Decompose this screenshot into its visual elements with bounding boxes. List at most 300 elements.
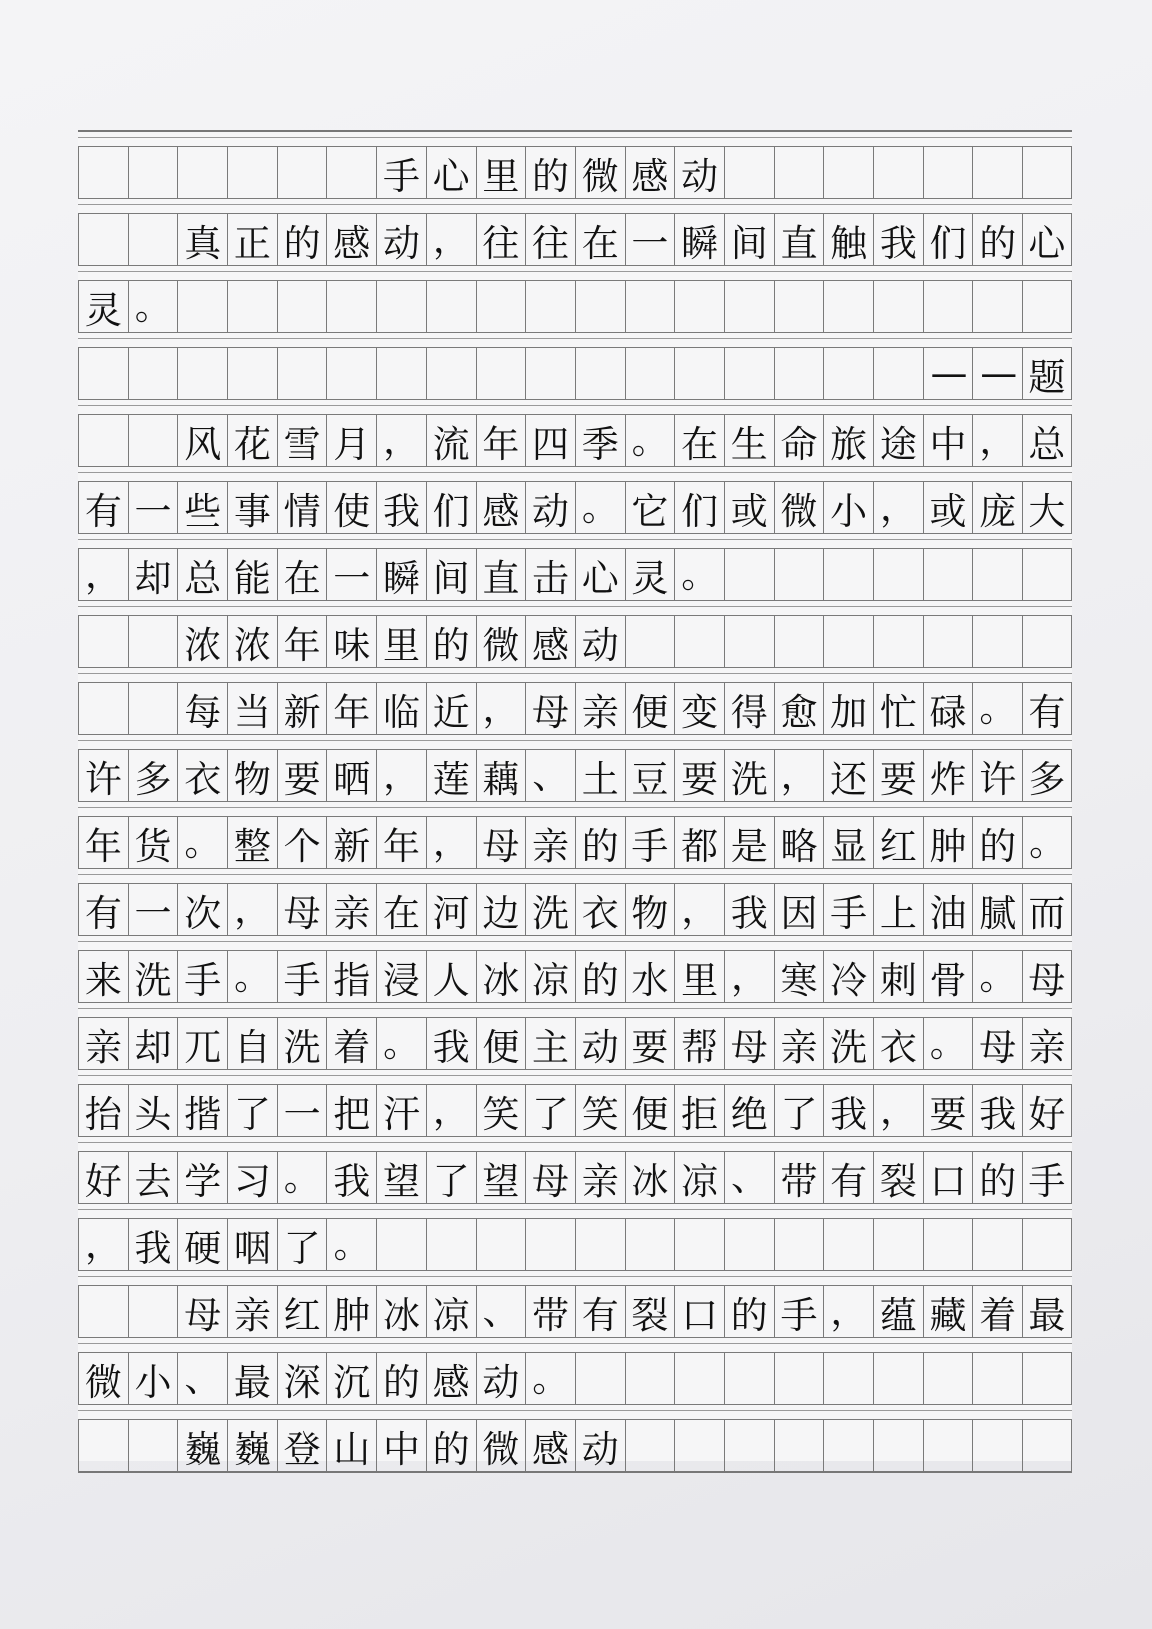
- grid-char: 浓: [177, 616, 227, 667]
- grid-char: 庞: [972, 482, 1022, 533]
- text-row: [78, 281, 1072, 333]
- grid-char: 红: [277, 1286, 327, 1337]
- row-separator: [78, 132, 1072, 147]
- grid-cell-empty: [376, 348, 426, 399]
- grid-char: 洗: [277, 1018, 327, 1069]
- grid-char: 亲: [78, 1018, 128, 1069]
- grid-char: 了: [525, 1085, 575, 1136]
- grid-cell-empty: [1022, 549, 1072, 600]
- grid-cell-empty: [625, 1353, 675, 1404]
- grid-char: 巍: [227, 1420, 277, 1471]
- grid-char: 总: [177, 549, 227, 600]
- grid-char: 忙: [873, 683, 923, 734]
- grid-cell-empty: [724, 1219, 774, 1270]
- grid-cell-empty: [277, 147, 327, 198]
- grid-char: 感: [625, 147, 675, 198]
- grid-cell-empty: [426, 348, 476, 399]
- grid-cell-empty: [674, 616, 724, 667]
- grid-cell-empty: [227, 281, 277, 332]
- grid-char: 要: [625, 1018, 675, 1069]
- grid-cell-empty: [78, 147, 128, 198]
- grid-cell-empty: [177, 281, 227, 332]
- grid-char: 去: [128, 1152, 178, 1203]
- grid-char: 兀: [177, 1018, 227, 1069]
- row-separator: [78, 467, 1072, 482]
- grid-cell-empty: [774, 1420, 824, 1471]
- grid-char: 当: [227, 683, 277, 734]
- grid-cell-empty: [128, 415, 178, 466]
- grid-char: 正: [227, 214, 277, 265]
- grid-char: ，: [476, 683, 526, 734]
- grid-cell-empty: [426, 1219, 476, 1270]
- row-separator: [78, 601, 1072, 616]
- text-row: [78, 348, 1072, 400]
- grid-char: 因: [774, 884, 824, 935]
- grid-char: 的: [277, 214, 327, 265]
- grid-char: 年: [277, 616, 327, 667]
- grid-cell-empty: [78, 214, 128, 265]
- grid-char: ，: [376, 415, 426, 466]
- grid-char: 主: [525, 1018, 575, 1069]
- grid-cell-empty: [923, 1219, 973, 1270]
- grid-cell-empty: [625, 1219, 675, 1270]
- grid-char: 我: [823, 1085, 873, 1136]
- grid-char: —: [923, 348, 973, 399]
- row-separator: [78, 333, 1072, 348]
- grid-char: 击: [525, 549, 575, 600]
- grid-cell-empty: [525, 1219, 575, 1270]
- grid-char: ，: [426, 817, 476, 868]
- grid-char: 母: [525, 683, 575, 734]
- grid-char: 莲: [426, 750, 476, 801]
- grid-char: 口: [923, 1152, 973, 1203]
- grid-char: 的: [575, 951, 625, 1002]
- grid-char: 情: [277, 482, 327, 533]
- text-row: [78, 1420, 1072, 1471]
- row-separator: [78, 1137, 1072, 1152]
- grid-char: 望: [376, 1152, 426, 1203]
- grid-char: 在: [575, 214, 625, 265]
- row-separator: [78, 1338, 1072, 1353]
- grid-char: 加: [823, 683, 873, 734]
- grid-char: 它: [625, 482, 675, 533]
- grid-char: 间: [724, 214, 774, 265]
- grid-char: 我: [873, 214, 923, 265]
- grid-char: 凉: [525, 951, 575, 1002]
- grid-cell-empty: [1022, 616, 1072, 667]
- grid-char: 变: [674, 683, 724, 734]
- row-separator: [78, 1003, 1072, 1018]
- grid-char: 便: [625, 1085, 675, 1136]
- grid-char: 在: [674, 415, 724, 466]
- grid-char: 些: [177, 482, 227, 533]
- grid-char: ，: [873, 1085, 923, 1136]
- grid-cell-empty: [78, 348, 128, 399]
- grid-cell-empty: [78, 1286, 128, 1337]
- grid-char: 感: [525, 1420, 575, 1471]
- grid-char: 动: [575, 616, 625, 667]
- grid-char: 雪: [277, 415, 327, 466]
- grid-char: 咽: [227, 1219, 277, 1270]
- grid-cell-empty: [923, 1353, 973, 1404]
- grid-char: 感: [326, 214, 376, 265]
- grid-char: 着: [972, 1286, 1022, 1337]
- grid-cell-empty: [774, 616, 824, 667]
- grid-char: ，: [674, 884, 724, 935]
- grid-char: 要: [277, 750, 327, 801]
- grid-char: ，: [426, 214, 476, 265]
- grid-char: 亲: [575, 1152, 625, 1203]
- grid-cell-empty: [923, 616, 973, 667]
- grid-char: 母: [476, 817, 526, 868]
- grid-char: 、: [177, 1353, 227, 1404]
- grid-cell-empty: [774, 1219, 824, 1270]
- grid-char: 学: [177, 1152, 227, 1203]
- grid-char: 里: [476, 147, 526, 198]
- grid-cell-empty: [873, 348, 923, 399]
- text-row: [78, 817, 1072, 869]
- grid-char: 便: [476, 1018, 526, 1069]
- grid-cell-empty: [873, 1420, 923, 1471]
- grid-cell-empty: [674, 1353, 724, 1404]
- grid-char: 年: [78, 817, 128, 868]
- grid-cell-empty: [277, 281, 327, 332]
- grid-char: 的: [724, 1286, 774, 1337]
- grid-char: 多: [1022, 750, 1072, 801]
- grid-char: 一: [128, 482, 178, 533]
- grid-char: 心: [575, 549, 625, 600]
- grid-cell-empty: [78, 415, 128, 466]
- text-row: [78, 482, 1072, 534]
- row-separator: [78, 266, 1072, 281]
- grid-char: 愈: [774, 683, 824, 734]
- grid-cell-empty: [873, 281, 923, 332]
- grid-char: 藏: [923, 1286, 973, 1337]
- grid-char: 水: [625, 951, 675, 1002]
- text-row: [78, 951, 1072, 1003]
- grid-char: 。: [277, 1152, 327, 1203]
- grid-cell-empty: [774, 348, 824, 399]
- grid-char: 触: [823, 214, 873, 265]
- grid-char: 的: [972, 1152, 1022, 1203]
- grid-char: 或: [923, 482, 973, 533]
- text-row: [78, 549, 1072, 601]
- grid-cell-empty: [724, 1353, 774, 1404]
- grid-char: 冰: [476, 951, 526, 1002]
- grid-char: 四: [525, 415, 575, 466]
- row-separator: [78, 668, 1072, 683]
- grid-char: 灵: [78, 281, 128, 332]
- grid-char: 。: [128, 281, 178, 332]
- grid-char: 肿: [326, 1286, 376, 1337]
- text-row: [78, 884, 1072, 936]
- grid-cell-empty: [972, 147, 1022, 198]
- grid-char: 旅: [823, 415, 873, 466]
- grid-char: 了: [426, 1152, 476, 1203]
- grid-char: 有: [823, 1152, 873, 1203]
- grid-char: 略: [774, 817, 824, 868]
- grid-char: 手: [376, 147, 426, 198]
- grid-char: 自: [227, 1018, 277, 1069]
- grid-char: 硬: [177, 1219, 227, 1270]
- grid-char: 有: [575, 1286, 625, 1337]
- grid-cell-empty: [873, 147, 923, 198]
- grid-cell-empty: [128, 214, 178, 265]
- grid-cell-empty: [823, 281, 873, 332]
- grid-cell-empty: [774, 549, 824, 600]
- grid-char: 季: [575, 415, 625, 466]
- grid-char: 动: [674, 147, 724, 198]
- grid-char: 。: [227, 951, 277, 1002]
- grid-char: 亲: [1022, 1018, 1072, 1069]
- grid-char: 洗: [724, 750, 774, 801]
- grid-cell-empty: [823, 1219, 873, 1270]
- grid-char: 来: [78, 951, 128, 1002]
- grid-char: 豆: [625, 750, 675, 801]
- grid-cell-empty: [575, 281, 625, 332]
- grid-char: 洗: [128, 951, 178, 1002]
- grid-char: 个: [277, 817, 327, 868]
- grid-char: 里: [674, 951, 724, 1002]
- grid-char: 能: [227, 549, 277, 600]
- grid-char: 腻: [972, 884, 1022, 935]
- grid-char: 沉: [326, 1353, 376, 1404]
- grid-cell-empty: [823, 1420, 873, 1471]
- grid-cell-empty: [177, 147, 227, 198]
- grid-char: 亲: [525, 817, 575, 868]
- grid-char: ，: [78, 1219, 128, 1270]
- grid-char: 登: [277, 1420, 327, 1471]
- grid-char: 一: [128, 884, 178, 935]
- grid-char: ，: [774, 750, 824, 801]
- grid-cell-empty: [1022, 147, 1072, 198]
- grid-cell-empty: [625, 1420, 675, 1471]
- grid-char: 小: [128, 1353, 178, 1404]
- grid-char: 着: [326, 1018, 376, 1069]
- text-row: [78, 1018, 1072, 1070]
- row-separator: [78, 869, 1072, 884]
- grid-char: 显: [823, 817, 873, 868]
- grid-char: 中: [923, 415, 973, 466]
- grid-cell-empty: [972, 1219, 1022, 1270]
- grid-char: 亲: [575, 683, 625, 734]
- text-row: [78, 683, 1072, 735]
- grid-char: 的: [376, 1353, 426, 1404]
- grid-char: 微: [476, 1420, 526, 1471]
- row-separator: [78, 1405, 1072, 1420]
- grid-char: 们: [923, 214, 973, 265]
- grid-char: 亲: [326, 884, 376, 935]
- grid-char: 灵: [625, 549, 675, 600]
- grid-char: 衣: [177, 750, 227, 801]
- grid-char: 微: [476, 616, 526, 667]
- grid-char: 真: [177, 214, 227, 265]
- row-separator: [78, 735, 1072, 750]
- grid-char: 新: [277, 683, 327, 734]
- text-row: [78, 1085, 1072, 1137]
- row-separator: [78, 1204, 1072, 1219]
- grid-char: 事: [227, 482, 277, 533]
- grid-cell-empty: [426, 281, 476, 332]
- grid-char: 还: [823, 750, 873, 801]
- grid-cell-empty: [326, 348, 376, 399]
- grid-char: 一: [326, 549, 376, 600]
- grid-char: 浸: [376, 951, 426, 1002]
- grid-char: 整: [227, 817, 277, 868]
- grid-cell-empty: [575, 1353, 625, 1404]
- grid-char: 每: [177, 683, 227, 734]
- grid-cell-empty: [128, 1420, 178, 1471]
- grid-cell-empty: [78, 616, 128, 667]
- grid-char: 手: [774, 1286, 824, 1337]
- grid-cell-empty: [972, 1353, 1022, 1404]
- grid-cell-empty: [177, 348, 227, 399]
- grid-char: 新: [326, 817, 376, 868]
- grid-char: 我: [972, 1085, 1022, 1136]
- grid-cell-empty: [376, 1219, 426, 1270]
- grid-char: 肿: [923, 817, 973, 868]
- grid-char: 许: [972, 750, 1022, 801]
- grid-char: 。: [525, 1353, 575, 1404]
- grid-char: 洗: [823, 1018, 873, 1069]
- grid-char: 母: [724, 1018, 774, 1069]
- grid-char: 晒: [326, 750, 376, 801]
- grid-cell-empty: [873, 1353, 923, 1404]
- grid-char: 手: [823, 884, 873, 935]
- grid-char: 头: [128, 1085, 178, 1136]
- grid-char: 货: [128, 817, 178, 868]
- grid-cell-empty: [823, 549, 873, 600]
- grid-char: 微: [774, 482, 824, 533]
- grid-char: 我: [128, 1219, 178, 1270]
- grid-char: 了: [277, 1219, 327, 1270]
- grid-char: 我: [724, 884, 774, 935]
- text-row: [78, 415, 1072, 467]
- grid-cell-empty: [972, 281, 1022, 332]
- grid-char: 。: [923, 1018, 973, 1069]
- grid-char: 好: [1022, 1085, 1072, 1136]
- grid-char: ，: [376, 750, 426, 801]
- grid-cell-empty: [823, 348, 873, 399]
- grid-char: 间: [426, 549, 476, 600]
- grid-cell-empty: [674, 348, 724, 399]
- grid-char: 有: [78, 482, 128, 533]
- grid-char: 心: [1022, 214, 1072, 265]
- grid-char: ，: [78, 549, 128, 600]
- grid-char: 物: [227, 750, 277, 801]
- grid-cell-empty: [873, 549, 923, 600]
- text-row: [78, 214, 1072, 266]
- grid-cell-empty: [724, 1420, 774, 1471]
- grid-char: 。: [575, 482, 625, 533]
- grid-char: 直: [476, 549, 526, 600]
- grid-cell-empty: [277, 348, 327, 399]
- grid-char: 题: [1022, 348, 1072, 399]
- text-row: [78, 1286, 1072, 1338]
- grid-char: 最: [227, 1353, 277, 1404]
- grid-char: 深: [277, 1353, 327, 1404]
- grid-cell-empty: [476, 348, 526, 399]
- grid-cell-empty: [227, 348, 277, 399]
- grid-char: 月: [326, 415, 376, 466]
- grid-cell-empty: [476, 281, 526, 332]
- grid-char: —: [972, 348, 1022, 399]
- grid-cell-empty: [625, 616, 675, 667]
- grid-cell-empty: [774, 281, 824, 332]
- grid-cell-empty: [376, 281, 426, 332]
- grid-char: 洗: [525, 884, 575, 935]
- grid-cell-empty: [78, 1420, 128, 1471]
- grid-char: 动: [525, 482, 575, 533]
- grid-char: 感: [426, 1353, 476, 1404]
- grid-cell-empty: [575, 348, 625, 399]
- grid-char: 揩: [177, 1085, 227, 1136]
- grid-char: 。: [625, 415, 675, 466]
- grid-cell-empty: [674, 281, 724, 332]
- grid-char: 有: [1022, 683, 1072, 734]
- row-separator: [78, 802, 1072, 817]
- grid-char: 微: [78, 1353, 128, 1404]
- grid-cell-empty: [525, 281, 575, 332]
- grid-cell-empty: [774, 147, 824, 198]
- row-separator: [78, 534, 1072, 549]
- grid-char: 花: [227, 415, 277, 466]
- grid-cell-empty: [972, 1420, 1022, 1471]
- grid-cell-empty: [625, 281, 675, 332]
- grid-cell-empty: [873, 616, 923, 667]
- grid-char: 笑: [476, 1085, 526, 1136]
- grid-cell-empty: [1022, 1219, 1072, 1270]
- grid-char: 母: [277, 884, 327, 935]
- grid-char: 抬: [78, 1085, 128, 1136]
- grid-cell-empty: [923, 147, 973, 198]
- grid-cell-empty: [575, 1219, 625, 1270]
- grid-char: 河: [426, 884, 476, 935]
- row-separator: [78, 1271, 1072, 1286]
- grid-cell-empty: [823, 147, 873, 198]
- grid-cell-empty: [923, 549, 973, 600]
- grid-cell-empty: [923, 1420, 973, 1471]
- grid-cell-empty: [326, 147, 376, 198]
- grid-char: 中: [376, 1420, 426, 1471]
- grid-char: 亲: [227, 1286, 277, 1337]
- grid-char: 都: [674, 817, 724, 868]
- grid-char: 许: [78, 750, 128, 801]
- grid-cell-empty: [923, 281, 973, 332]
- grid-char: 动: [575, 1420, 625, 1471]
- row-separator: [78, 936, 1072, 951]
- grid-char: ，: [873, 482, 923, 533]
- text-row: [78, 1152, 1072, 1204]
- grid-char: 裂: [625, 1286, 675, 1337]
- grid-char: 里: [376, 616, 426, 667]
- grid-cell-empty: [78, 683, 128, 734]
- grid-char: 在: [376, 884, 426, 935]
- grid-cell-empty: [724, 549, 774, 600]
- grid-char: 而: [1022, 884, 1072, 935]
- grid-char: 得: [724, 683, 774, 734]
- grid-char: 的: [426, 1420, 476, 1471]
- grid-char: 的: [426, 616, 476, 667]
- grid-char: ，: [724, 951, 774, 1002]
- grid-char: 年: [476, 415, 526, 466]
- grid-char: 碌: [923, 683, 973, 734]
- grid-char: 、: [476, 1286, 526, 1337]
- grid-char: 。: [972, 683, 1022, 734]
- grid-char: 流: [426, 415, 476, 466]
- grid-cell-empty: [326, 281, 376, 332]
- manuscript-grid: [78, 130, 1072, 1473]
